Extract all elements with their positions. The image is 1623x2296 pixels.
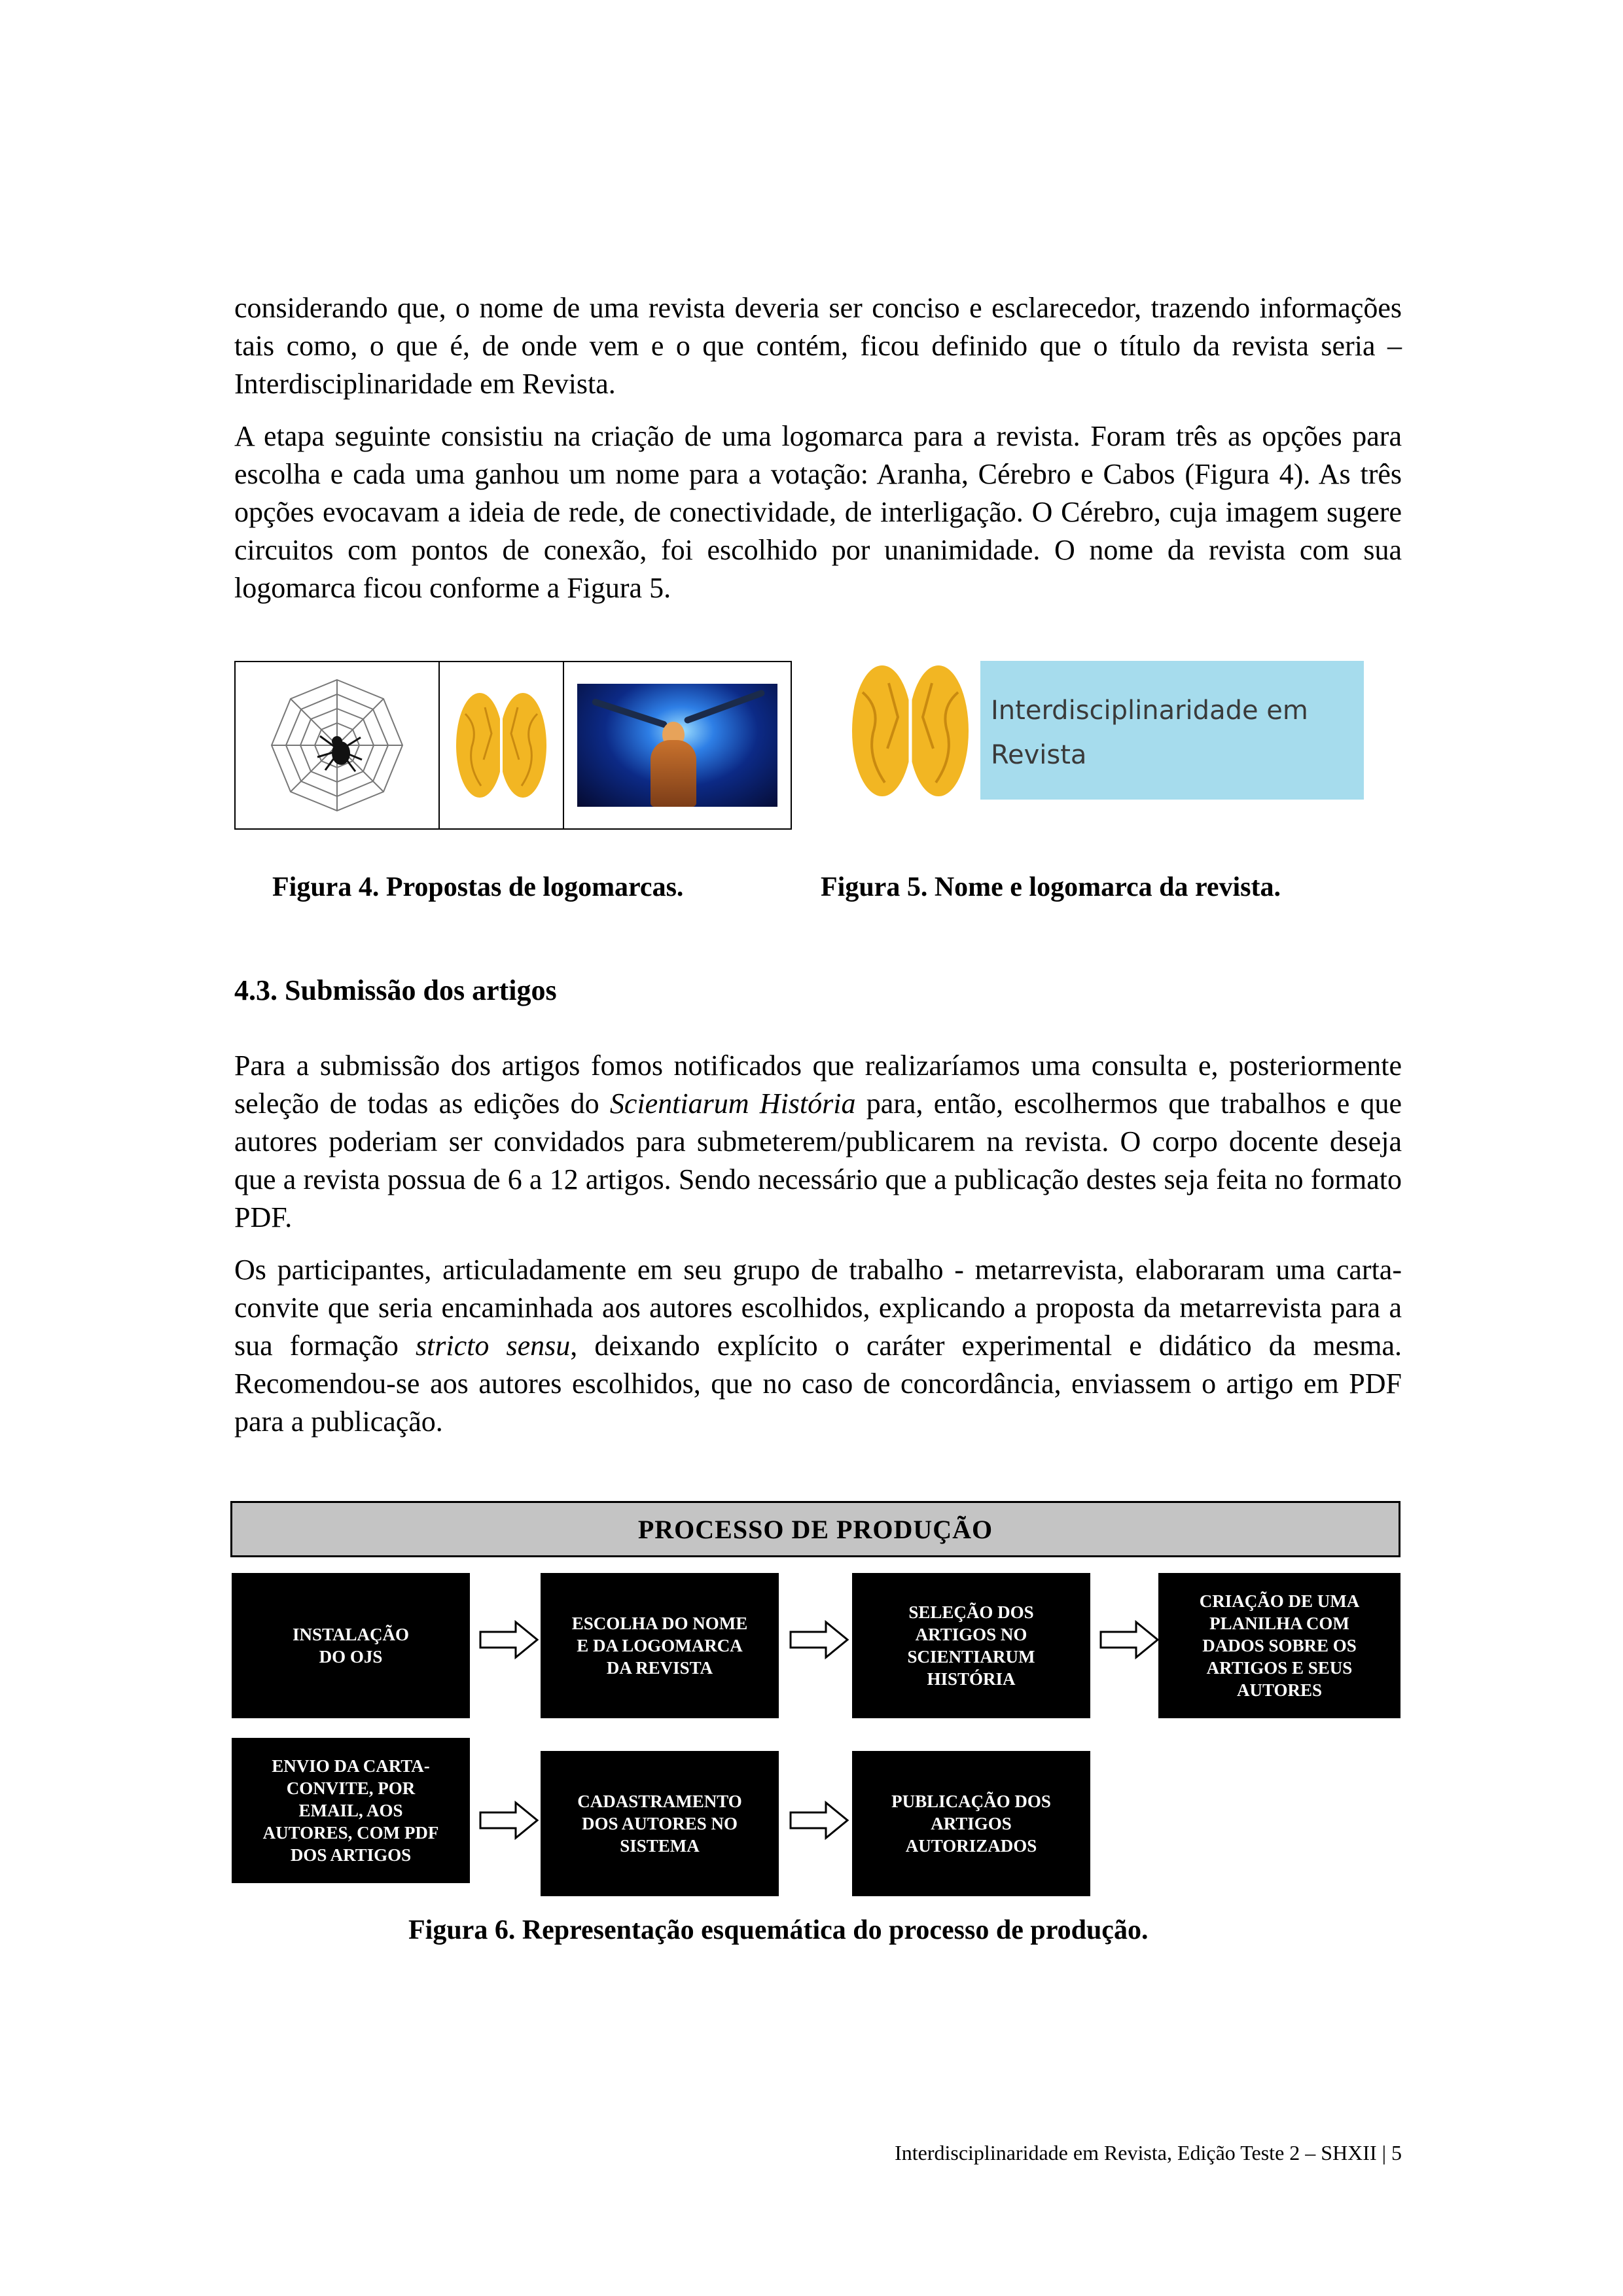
- paragraph-title-definition: considerando que, o nome de uma revista deveria ser conciso e esclarecedor, trazendo informações tais como, o que é, de onde vem e o que contém, ficou definido que o título da revista seria – Interdisciplinaridade em Revista.: [234, 292, 1402, 400]
- process-step-1: [232, 1573, 470, 1718]
- process-step-5-label: ENVIO DA CARTA- CONVITE, POR EMAIL, AOS AUTORES, COM PDF DOS ARTIGOS: [262, 1756, 439, 1865]
- paragraph-invitation-part-1: Os participantes, articuladamente em seu grupo de trabalho - metarrevista, elaboraram uma carta-convite que seria encaminhada aos autores escolhidos, explicando a proposta da metarrevista para a sua formação: [234, 1254, 1402, 1362]
- journal-name-line-1: Interdisciplinaridade em: [991, 696, 1308, 726]
- brain-logo: [440, 662, 564, 828]
- process-step-6: [541, 1751, 779, 1896]
- paragraph-submission-part-1: Para a submissão dos artigos fomos notificados que realizaríamos uma consulta e, posteriormente seleção de todas as edições do: [234, 1050, 1402, 1120]
- process-title: PROCESSO DE PRODUÇÃO: [230, 1501, 1400, 1557]
- brain-icon: [848, 660, 972, 802]
- figure-4-caption: Figura 4. Propostas de logomarcas.: [272, 872, 684, 902]
- process-step-3-label: SELEÇÃO DOS ARTIGOS NO SCIENTIARUM HISTÓRIA: [907, 1602, 1035, 1689]
- page-footer: Interdisciplinaridade em Revista, Edição Teste 2 – SHXII | 5: [895, 2141, 1402, 2164]
- process-step-4: [1158, 1573, 1400, 1718]
- process-step-3: [852, 1573, 1090, 1718]
- paragraph-invitation-letter: [234, 1251, 1402, 1441]
- arrow-right-icon: [789, 1801, 849, 1840]
- arrow-right-icon: [479, 1620, 539, 1659]
- process-step-4-label: CRIAÇÃO DE UMA PLANILHA COM DADOS SOBRE OS ARTIGOS E SEUS AUTORES: [1199, 1591, 1360, 1700]
- arrow-right-icon: [1099, 1620, 1160, 1659]
- process-step-7: [852, 1751, 1090, 1896]
- section-body: [234, 1047, 1402, 1441]
- arrow-right-icon: [479, 1801, 539, 1840]
- paragraph-intro: [234, 289, 1402, 607]
- process-step-2-label: ESCOLHA DO NOME E DA LOGOMARCA DA REVISTA: [571, 1614, 748, 1678]
- process-step-7-label: PUBLICAÇÃO DOS ARTIGOS AUTORIZADOS: [891, 1792, 1051, 1856]
- paragraph-submission-part-2: para, então, escolhermos que trabalhos e que autores poderiam ser convidados para submeterem/publicarem na revista. O corpo docente deseja que a revista possua de 6 a 12 artigos. Sendo necessário que a publicação destes seja feita no formato PDF.: [234, 1087, 1402, 1233]
- process-step-2: [541, 1573, 779, 1718]
- process-step-6-label: CADASTRAMENTO DOS AUTORES NO SISTEMA: [577, 1792, 742, 1856]
- journal-name-line-2: Revista: [991, 740, 1087, 770]
- figure-6-caption: Figura 6. Representação esquemática do processo de produção.: [408, 1915, 1149, 1945]
- paragraph-submission: [234, 1047, 1402, 1237]
- stricto-sensu-emphasis: stricto sensu: [415, 1330, 571, 1362]
- process-step-5: [232, 1738, 470, 1883]
- arrow-right-icon: [789, 1620, 849, 1659]
- journal-name-text: [991, 688, 1357, 777]
- spider-web-icon: [255, 673, 419, 817]
- spider-web-logo: [236, 662, 440, 828]
- paragraph-invitation-part-2: , deixando explícito o caráter experimental e didático da mesma. Recomendou-se aos autores escolhidos, que no caso de concordância, enviassem o artigo em PDF para a publicação.: [234, 1330, 1402, 1438]
- cables-photo-image: [577, 684, 777, 807]
- figure-5-journal-logo: [848, 660, 1369, 802]
- process-step-1-label: INSTALAÇÃO DO OJS: [292, 1625, 410, 1667]
- figure-4-logo-proposals: [234, 661, 792, 830]
- figure-5-caption: Figura 5. Nome e logomarca da revista.: [821, 872, 1281, 902]
- paragraph-logo-creation: A etapa seguinte consistiu na criação de uma logomarca para a revista. Foram três as opções para escolha e cada uma ganhou um nome para a votação: Aranha, Cérebro e Cabos (Figura 4). As três opções evocavam a ideia de rede, de conectividade, de interligação. O Cérebro, cuja imagem sugere circuitos com pontos de conexão, foi escolhido por unanimidade. O nome da revista com sua logomarca ficou conforme a Figura 5.: [234, 420, 1402, 604]
- section-heading: 4.3. Submissão dos artigos: [234, 974, 557, 1006]
- journal-name-emphasis: Scientiarum História: [609, 1087, 856, 1120]
- brain-icon: [452, 688, 550, 803]
- cables-photo: [564, 662, 791, 828]
